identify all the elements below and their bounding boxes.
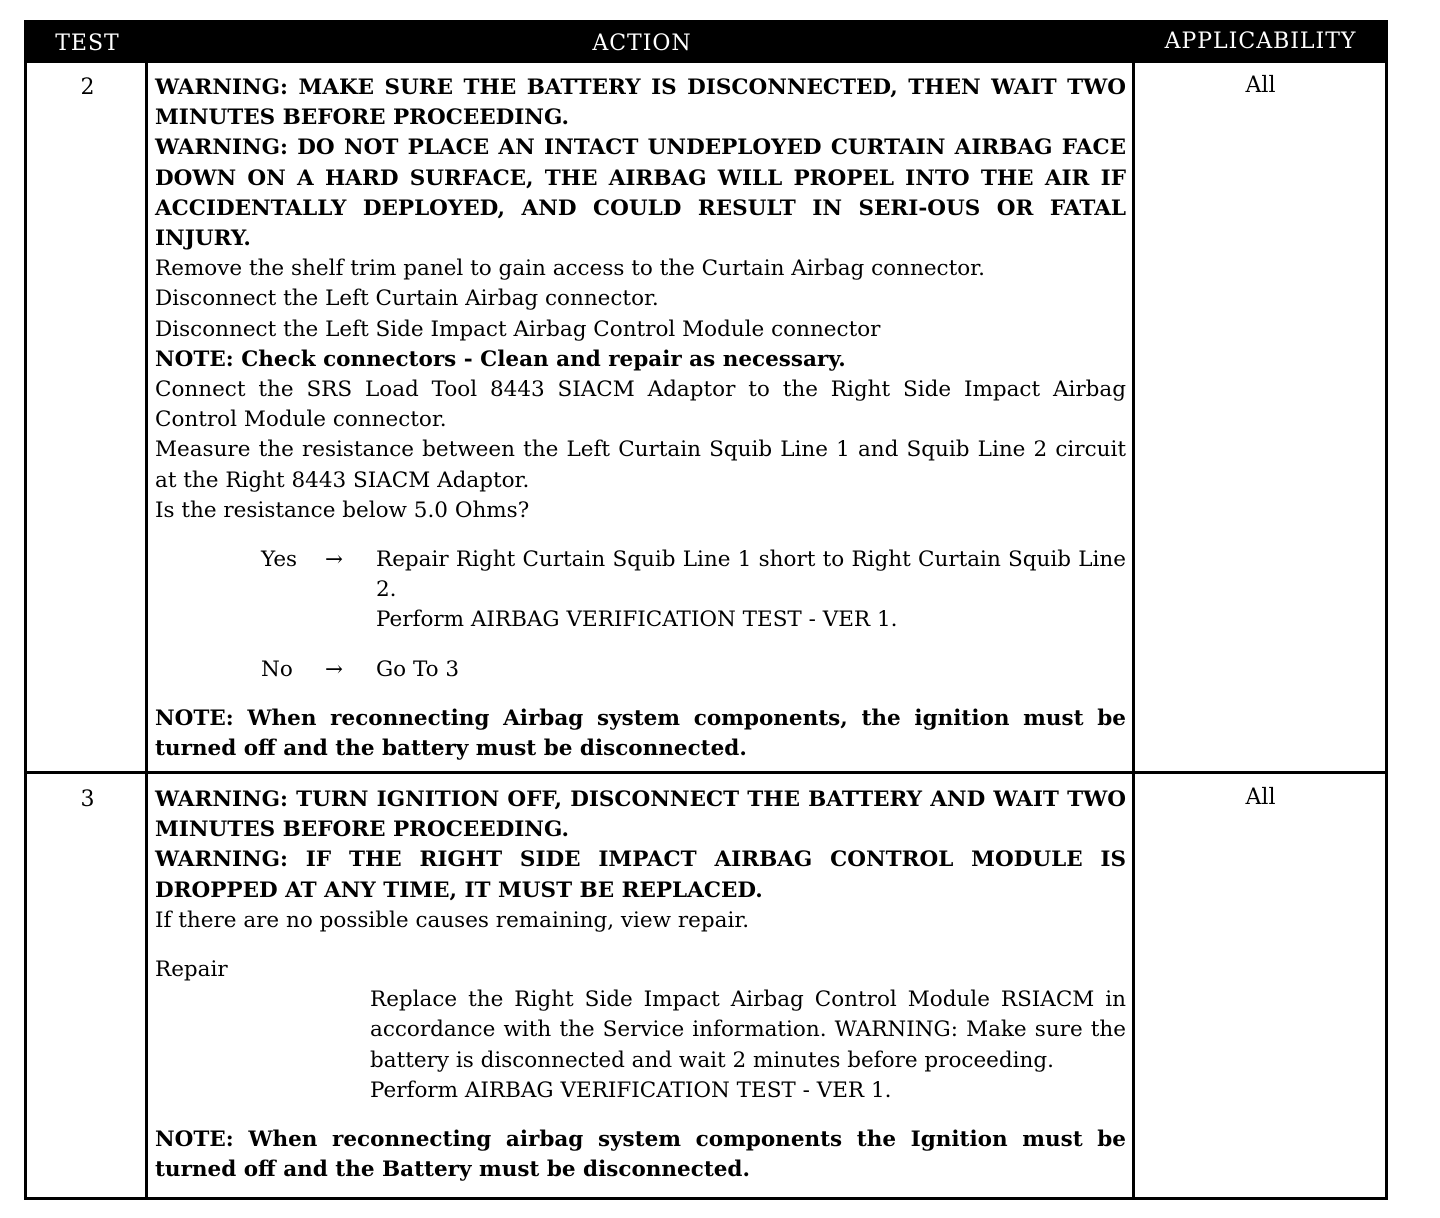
- diagnostic-test-table: [24, 20, 1388, 1200]
- repair-instructions: [370, 985, 1126, 1106]
- yes-label: Yes: [261, 547, 298, 573]
- right-arrow-icon: →: [325, 547, 344, 573]
- header-applicability: APPLICABILITY: [1164, 29, 1357, 54]
- no-goto-test-3: Go To 3: [376, 656, 460, 682]
- test-number-3: 3: [80, 787, 95, 812]
- warning-module-dropped: WARNING: IF THE RIGHT SIDE IMPACT AIRBAG CONTROL MODULE IS DROPPED AT ANY TIME, IT MUST BE REPLACED.: [155, 847, 1126, 903]
- applicability-test-3: All: [1245, 785, 1276, 810]
- header-test: TEST: [55, 31, 120, 56]
- action-cell-test-2: [155, 73, 1126, 764]
- repair-label: Repair: [155, 957, 228, 983]
- no-option: [155, 655, 1126, 685]
- yes-perform-verification: Perform AIRBAG VERIFICATION TEST - VER 1.: [376, 607, 898, 633]
- step-measure-resistance: Measure the resistance between the Left Curtain Squib Line 1 and Squib Line 2 circuit at the Right 8443 SIACM Adaptor.: [155, 437, 1126, 493]
- yes-repair-action: Repair Right Curtain Squib Line 1 short to Right Curtain Squib Line 2.: [376, 547, 1126, 603]
- step-remove-trim-panel: Remove the shelf trim panel to gain access to the Curtain Airbag connector.: [155, 256, 985, 282]
- warning-curtain-airbag: WARNING: DO NOT PLACE AN INTACT UNDEPLOYED CURTAIN AIRBAG FACE DOWN ON A HARD SURFACE, THE AIRBAG WILL PROPEL INTO THE AIR IF ACCIDENTALLY DEPLOYED, AND COULD RESULT IN SERI-OUS OR FATAL INJURY.: [155, 135, 1126, 252]
- no-label: No: [261, 656, 293, 682]
- repair-replace-module: Replace the Right Side Impact Airbag Control Module RSIACM in accordance with the Service information. WARNING: Make sure the battery is disconnected and wait 2 minutes before proceeding.: [370, 987, 1126, 1073]
- table-header: [27, 23, 1385, 63]
- test-number-2: 2: [80, 75, 95, 100]
- step-connect-load-tool: Connect the SRS Load Tool 8443 SIACM Adaptor to the Right Side Impact Airbag Control Module connector.: [155, 377, 1126, 433]
- column-divider-action: [1132, 63, 1135, 1197]
- note-check-connectors: NOTE: Check connectors - Clean and repair as necessary.: [155, 346, 846, 372]
- action-cell-test-3: [155, 785, 1126, 1185]
- yes-option: [155, 545, 1126, 575]
- header-action: ACTION: [592, 31, 692, 56]
- question-resistance: Is the resistance below 5.0 Ohms?: [155, 497, 530, 523]
- step-disconnect-siacm: Disconnect the Left Side Impact Airbag Control Module connector: [155, 316, 881, 342]
- repair-perform-verification: Perform AIRBAG VERIFICATION TEST - VER 1.: [370, 1077, 892, 1103]
- step-view-repair: If there are no possible causes remaining, view repair.: [155, 907, 750, 933]
- warning-ignition-off: WARNING: TURN IGNITION OFF, DISCONNECT THE BATTERY AND WAIT TWO MINUTES BEFORE PROCEEDING.: [155, 787, 1126, 843]
- applicability-test-2: All: [1245, 73, 1276, 98]
- step-disconnect-curtain-airbag: Disconnect the Left Curtain Airbag connector.: [155, 286, 659, 312]
- right-arrow-icon: →: [325, 656, 344, 682]
- note-reconnecting-airbag: NOTE: When reconnecting Airbag system components, the ignition must be turned off and the battery must be disconnected.: [155, 705, 1126, 762]
- note-reconnecting-airbag-ignition: NOTE: When reconnecting airbag system components the Ignition must be turned off and the Battery must be disconnected.: [155, 1127, 1126, 1183]
- column-divider-test: [145, 63, 148, 1197]
- warning-battery-disconnected: WARNING: MAKE SURE THE BATTERY IS DISCONNECTED, THEN WAIT TWO MINUTES BEFORE PROCEEDING.: [155, 75, 1126, 131]
- row-divider: [27, 771, 1385, 774]
